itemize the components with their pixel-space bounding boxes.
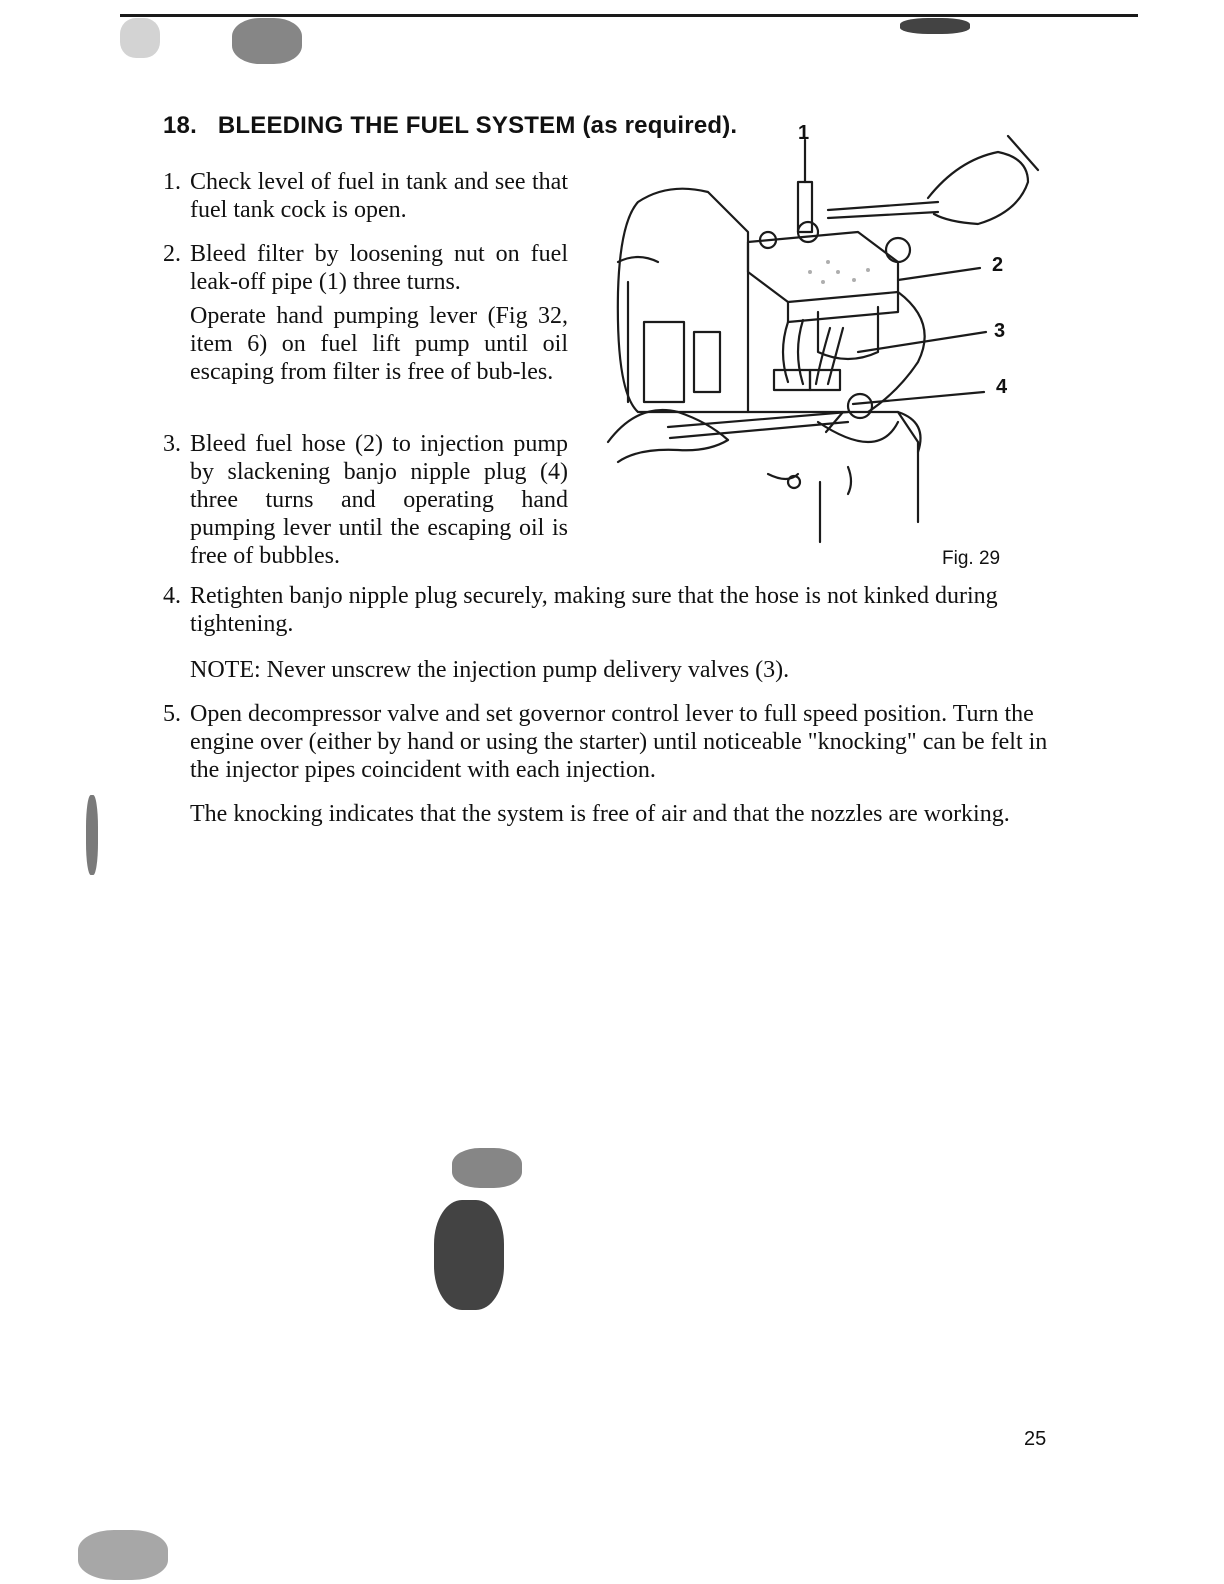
step-followup-text: The knocking indicates that the system is free of air and that the nozzles are working. [190,801,1010,827]
step-number: 1. [163,169,181,195]
step-number: 4. [163,583,181,609]
callout-2: 2 [992,254,1004,276]
scan-smudge [86,795,98,875]
step-5-followup [163,800,1048,828]
scan-smudge [232,18,302,64]
engine-illustration [598,122,1050,567]
fuel-system-figure [598,122,1050,567]
top-rule [120,14,1138,17]
step-1 [163,168,568,224]
section-qualifier: (as required). [582,112,738,139]
step-4 [163,582,1048,638]
step-2-followup [163,302,568,386]
step-5 [163,700,1048,784]
scan-smudge [78,1530,168,1580]
step-number: 2. [163,241,181,267]
step-text: Check level of fuel in tank and see that fuel tank cock is open. [190,169,568,223]
step-text: Retighten banjo nipple plug securely, making sure that the hose is not kinked during tightening. [190,583,998,637]
page-number: 25 [1024,1428,1047,1450]
section-title: BLEEDING THE FUEL SYSTEM [217,112,576,139]
figure-caption: Fig. 29 [942,548,1001,569]
callout-4: 4 [996,376,1008,398]
step-text: Bleed fuel hose (2) to injection pump by slackening banjo nipple plug (4) three turns and operating hand pumping lever until the escaping oil is free of bubbles. [190,431,568,569]
note-text: NOTE: Never unscrew the injection pump delivery valves (3). [190,657,790,683]
scan-smudge [900,18,970,34]
step-text: Open decompressor valve and set governor control lever to full speed position. Turn the engine over (either by hand or using the starter) until noticeable "knocking" can be felt in the injector pipes coincident with each injection. [190,701,1048,783]
step-number: 3. [163,431,181,457]
step-3 [163,430,568,570]
step-4-note [163,656,1048,684]
callout-1: 1 [798,122,810,144]
step-followup-text: Operate hand pumping lever (Fig 32, item 6) on fuel lift pump until oil escaping from filter is free of bub-les. [190,303,568,385]
step-2 [163,240,568,296]
step-number: 5. [163,701,181,727]
scan-smudge [434,1200,504,1310]
step-text: Bleed filter by loosening nut on fuel leak-off pipe (1) three turns. [190,241,568,295]
section-number: 18. [163,112,197,139]
scan-smudge [120,18,160,58]
scan-smudge [452,1148,522,1188]
callout-3: 3 [994,320,1006,342]
